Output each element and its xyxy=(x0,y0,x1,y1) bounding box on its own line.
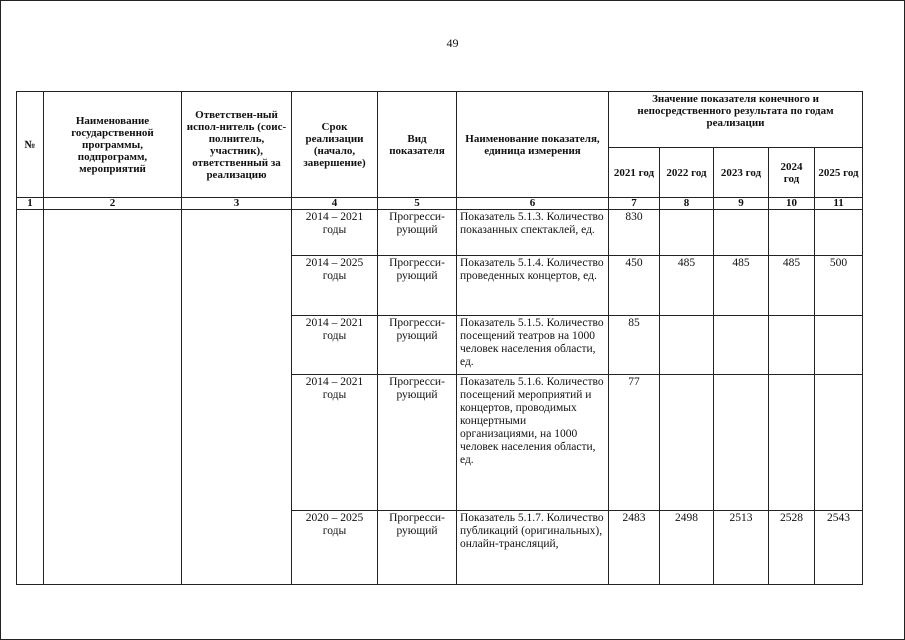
column-number: 6 xyxy=(457,198,609,210)
cell-indicator-type: Прогресси-рующий xyxy=(378,316,457,375)
column-number: 5 xyxy=(378,198,457,210)
column-number: 11 xyxy=(815,198,863,210)
cell-program-name-empty xyxy=(44,210,182,585)
cell-indicator-name: Показатель 5.1.3. Количество показанных спектаклей, ед. xyxy=(457,210,609,256)
column-number: 8 xyxy=(660,198,714,210)
cell-value-2024 xyxy=(769,316,815,375)
cell-indicator-type: Прогресси-рующий xyxy=(378,256,457,316)
cell-indicator-name: Показатель 5.1.5. Количество посещений театров на 1000 человек населения области, ед. xyxy=(457,316,609,375)
cell-value-2021: 77 xyxy=(609,375,660,511)
cell-value-2025: 2543 xyxy=(815,511,863,585)
cell-value-2023 xyxy=(714,375,769,511)
column-number: 9 xyxy=(714,198,769,210)
cell-value-2022 xyxy=(660,375,714,511)
cell-value-2022: 485 xyxy=(660,256,714,316)
header-program-name: Наименование государственной программы, подпрограмм, мероприятий xyxy=(44,92,182,198)
cell-value-2024: 2528 xyxy=(769,511,815,585)
page-number: 49 xyxy=(446,36,459,50)
cell-value-2021: 85 xyxy=(609,316,660,375)
header-indicator-name: Наименование показателя, единица измерения xyxy=(457,92,609,198)
column-number: 4 xyxy=(292,198,378,210)
cell-value-2021: 2483 xyxy=(609,511,660,585)
cell-value-2022: 2498 xyxy=(660,511,714,585)
cell-term: 2020 – 2025 годы xyxy=(292,511,378,585)
header-year-2025: 2025 год xyxy=(815,148,863,198)
cell-no-empty xyxy=(17,210,44,585)
cell-value-2025 xyxy=(815,316,863,375)
cell-value-2023 xyxy=(714,210,769,256)
cell-value-2023: 2513 xyxy=(714,511,769,585)
cell-indicator-type: Прогресси-рующий xyxy=(378,511,457,585)
cell-term: 2014 – 2021 годы xyxy=(292,210,378,256)
cell-indicator-type: Прогресси-рующий xyxy=(378,375,457,511)
cell-indicator-name: Показатель 5.1.6. Количество посещений мероприятий и концертов, проводимых концертными организациями, на 1000 человек населения области, ед. xyxy=(457,375,609,511)
header-year-2023: 2023 год xyxy=(714,148,769,198)
cell-value-2025: 500 xyxy=(815,256,863,316)
column-number: 10 xyxy=(769,198,815,210)
cell-value-2022 xyxy=(660,316,714,375)
indicators-table xyxy=(16,91,863,585)
table-row xyxy=(17,210,863,256)
cell-term: 2014 – 2021 годы xyxy=(292,316,378,375)
cell-indicator-name: Показатель 5.1.7. Количество публикаций (оригинальных), онлайн-трансляций, xyxy=(457,511,609,585)
header-indicator-type: Вид показателя xyxy=(378,92,457,198)
cell-responsible-empty xyxy=(182,210,292,585)
cell-term: 2014 – 2021 годы xyxy=(292,375,378,511)
cell-value-2025 xyxy=(815,210,863,256)
cell-value-2023 xyxy=(714,316,769,375)
cell-value-2022 xyxy=(660,210,714,256)
column-number: 2 xyxy=(44,198,182,210)
cell-value-2025 xyxy=(815,375,863,511)
header-year-2024: 2024 год xyxy=(769,148,815,198)
cell-value-2024 xyxy=(769,375,815,511)
header-term: Срок реализации (начало, завершение) xyxy=(292,92,378,198)
cell-value-2024: 485 xyxy=(769,256,815,316)
header-year-2022: 2022 год xyxy=(660,148,714,198)
header-no: № xyxy=(17,92,44,198)
header-year-2021: 2021 год xyxy=(609,148,660,198)
header-values-group: Значение показателя конечного и непосредственного результата по годам реализации xyxy=(609,92,863,148)
cell-term: 2014 – 2025 годы xyxy=(292,256,378,316)
column-number: 7 xyxy=(609,198,660,210)
column-number: 3 xyxy=(182,198,292,210)
cell-indicator-name: Показатель 5.1.4. Количество проведенных концертов, ед. xyxy=(457,256,609,316)
cell-value-2021: 830 xyxy=(609,210,660,256)
cell-value-2021: 450 xyxy=(609,256,660,316)
column-number: 1 xyxy=(17,198,44,210)
cell-indicator-type: Прогресси-рующий xyxy=(378,210,457,256)
cell-value-2024 xyxy=(769,210,815,256)
cell-value-2023: 485 xyxy=(714,256,769,316)
header-responsible: Ответствен-ный испол-нитель (соис-полнитель, участник), ответственный за реализацию xyxy=(182,92,292,198)
